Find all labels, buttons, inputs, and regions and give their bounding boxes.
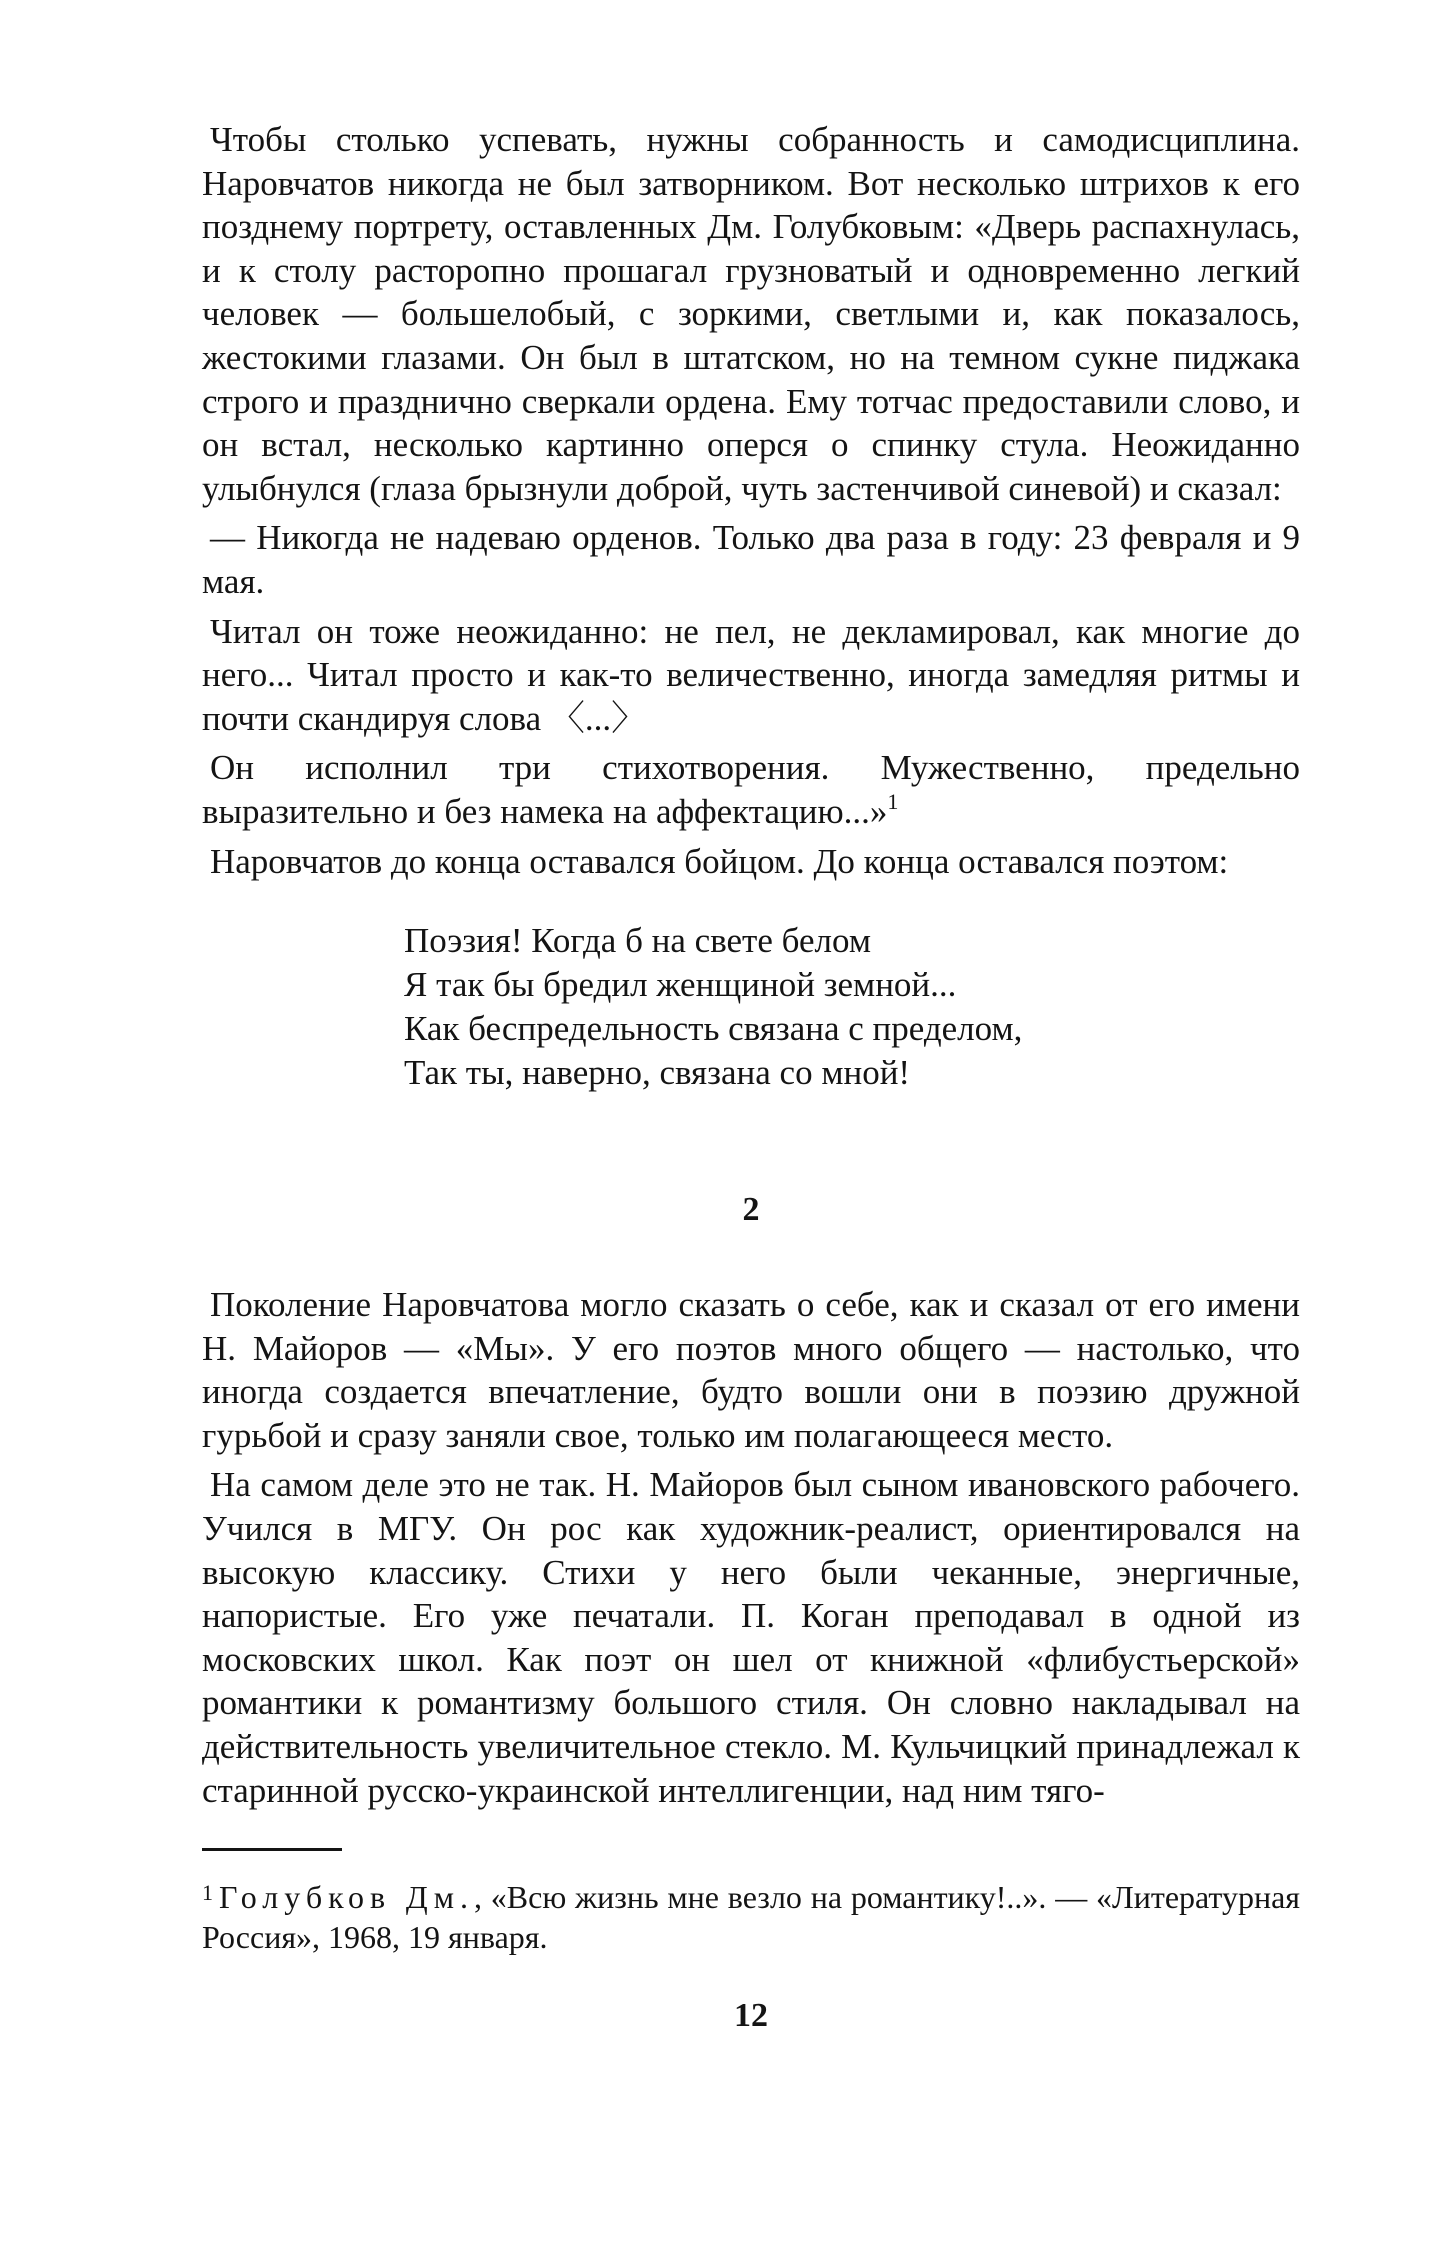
footnote-mark: 1 (202, 1880, 213, 1906)
paragraph-2: — Никогда не надеваю орденов. Только два раза в году: 23 февраля и 9 мая. (202, 518, 1300, 601)
footnote-reference: 1 (887, 788, 899, 814)
paragraph-4 (202, 746, 1300, 833)
paragraph-1: Чтобы столько успевать, нужны собранность и самодисциплина. Наровчатов никогда не был затворником. Вот несколько штрихов к его позднему портрету, оставленных Дм. Голубковым: «Дверь распахнулась, и к столу расторопно прошагал грузноватый и одновременно легкий человек — большелобый, с зоркими, светлыми и, как показалось, жестокими глазами. Он был в штатском, но на темном сукне пиджака строго и празднично сверкали ордена. Ему тотчас предоставили слово, и он встал, несколько картинно оперся о спинку стула. Неожиданно улыбнулся (глаза брызнули доброй, чуть застенчивой синевой) и сказал: (202, 120, 1300, 508)
poem-line: Я так бы бредил женщиной земной... (404, 965, 957, 1005)
paragraph-6: Поколение Наровчатова могло сказать о себе, как и сказал от его имени Н. Майоров — «Мы». У его поэтов много общего — настолько, что иногда создается впечатление, будто вошли они в поэзию дружной гурьбой и сразу заняли свое, только им полагающееся место. (202, 1285, 1300, 1455)
footnote-text: , «Всю жизнь мне везло на романтику!..». — «Литературная Россия», 1968, 19 января. (202, 1879, 1301, 1956)
poem-stanza (404, 919, 1300, 1095)
paragraph-7: На самом деле это не так. Н. Майоров был сыном ивановского рабочего. Учился в МГУ. Он рос как художник-реалист, ориентировался на высокую классику. Стихи у него были чеканные, энергичные, напористые. Его уже печатали. П. Коган преподавал в одной из московских школ. Как поэт он шел от книжной «флибустьерской» романтики к романтизму большого стиля. Он словно накладывал на действительность увеличительное стекло. М. Кульчицкий принадлежал к старинной русско-украинской интеллигенции, над ним тяго- (202, 1465, 1300, 1810)
section-number: 2 (742, 1191, 760, 1229)
footnote (202, 1873, 1300, 1957)
book-page (202, 118, 1300, 2035)
paragraph-3: Читал он тоже неожиданно: не пел, не декламировал, как многие до него... Читал просто и как-то величественно, иногда замедляя ритмы и почти скандируя слова 〈...〉 (202, 611, 1300, 738)
footnote-divider (202, 1848, 342, 1851)
paragraph-4-text: Он исполнил три стихотворения. Мужественно, предельно выразительно и без намека на аффектацию...» (202, 748, 1300, 831)
footnote-author: Голубков Дм. (219, 1879, 474, 1916)
poem-line: Как беспредельность связана с пределом, (404, 1009, 1023, 1049)
paragraph-5: Наровчатов до конца оставался бойцом. До конца оставался поэтом: (210, 841, 1229, 881)
poem-line: Так ты, наверно, связана со мной! (404, 1053, 911, 1093)
poem-line: Поэзия! Когда б на свете белом (404, 921, 871, 961)
page-number: 12 (734, 1997, 768, 2035)
